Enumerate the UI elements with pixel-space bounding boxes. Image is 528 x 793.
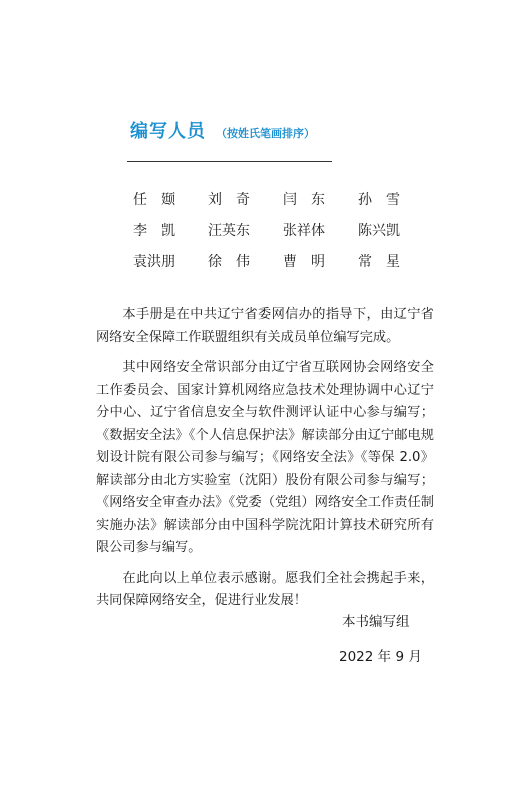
contributor-name: 闫 东 [283, 191, 325, 208]
contributors-heading [130, 117, 315, 143]
contributor-name: 袁洪朋 [133, 253, 175, 270]
contributor-name: 李 凯 [133, 222, 175, 239]
heading-underline [127, 161, 332, 162]
signature-date: 2022 年 9 月 [339, 649, 422, 665]
contributor-name: 汪英东 [208, 222, 250, 239]
name-row [133, 214, 433, 245]
contributor-name: 刘 奇 [208, 191, 250, 208]
contributor-name: 任 颋 [133, 191, 175, 208]
contributor-name: 张祥体 [283, 222, 325, 239]
name-row [133, 245, 433, 276]
heading-sort-note: （按姓氏笔画排序） [216, 127, 315, 140]
paragraph-intro: 本手册是在中共辽宁省委网信办的指导下，由辽宁省网络安全保障工作联盟组织有关成员单位编写完成。 [96, 307, 434, 345]
paragraph-contributions: 其中网络安全常识部分由辽宁省互联网协会网络安全工作委员会、国家计算机网络应急技术处理协调中心辽宁分中心、辽宁省信息安全与软件测评认证中心参与编写；《数据安全法》《个人信息保护法》解读部分由辽宁邮电规划设计院有限公司参与编写；《网络安全法》《等保 2.0》解读部分由北方实验室（沈阳）股份有限公司参与编写；《网络安全审查办法》《党委（党组）网络安全工作责任制实施办法》解读部分由中国科学院沈阳计算技术研究所有限公司参与编写。 [96, 360, 434, 555]
body-text [96, 304, 434, 621]
signature-block [339, 611, 422, 668]
contributor-name: 孙 雪 [358, 191, 400, 208]
contributor-name: 曹 明 [283, 253, 325, 270]
heading-title: 编写人员 [130, 121, 206, 142]
name-row [133, 183, 433, 214]
signature-org: 本书编写组 [342, 614, 410, 630]
paragraph-thanks: 在此向以上单位表示感谢。愿我们全社会携起手来，共同保障网络安全，促进行业发展！ [96, 570, 434, 608]
contributor-name-grid [133, 183, 433, 276]
contributor-name: 徐 伟 [208, 253, 250, 270]
contributor-name: 陈兴凯 [358, 222, 400, 239]
contributor-name: 常 星 [358, 253, 400, 270]
